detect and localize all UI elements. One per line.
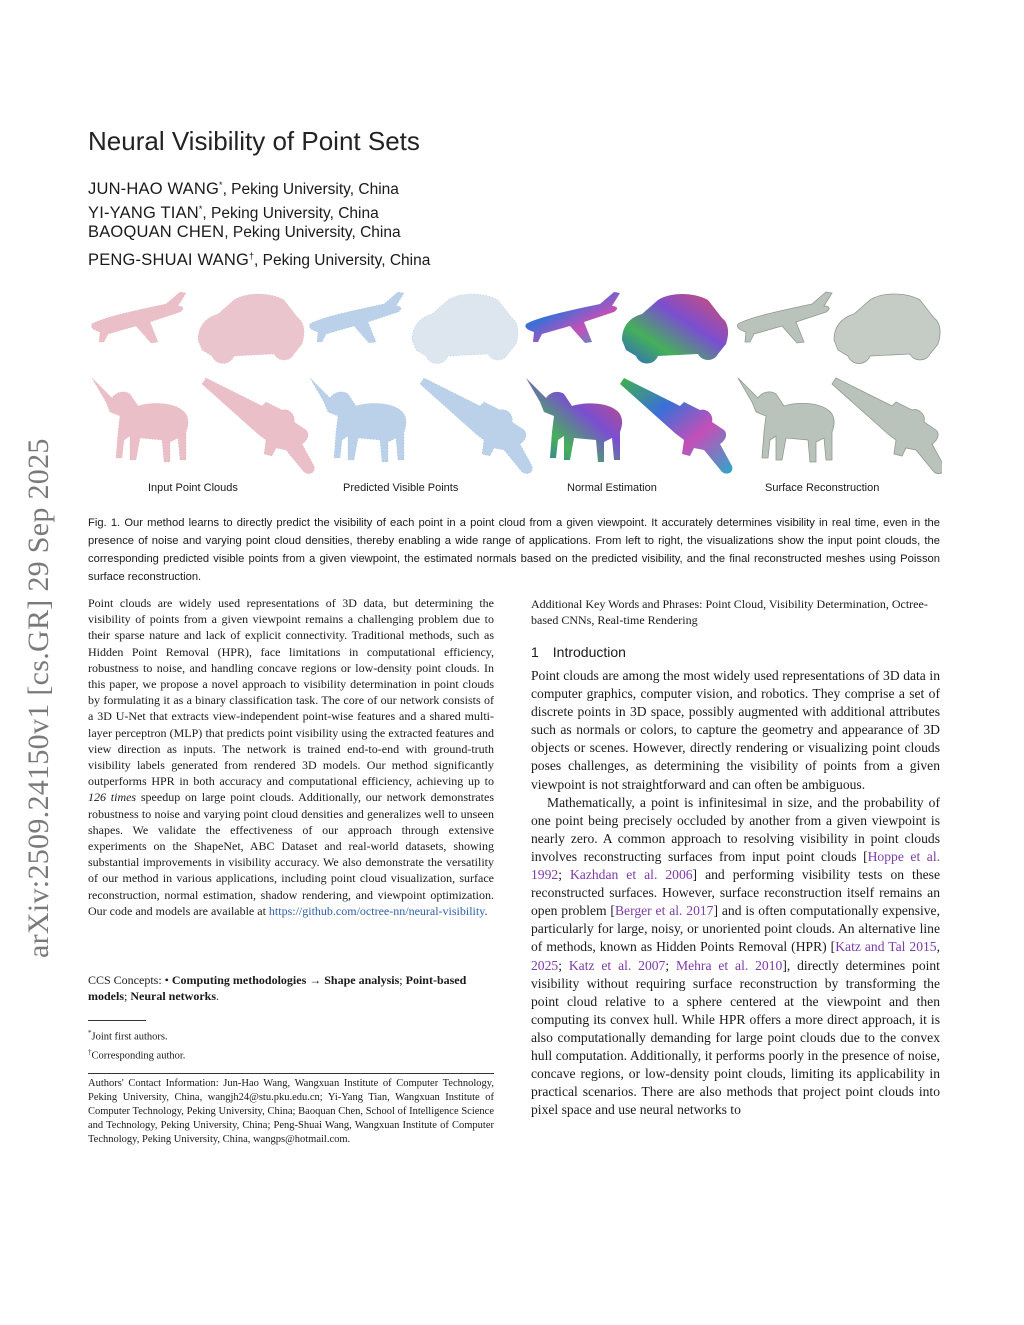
- visible-revolver: [420, 378, 532, 474]
- input-airplane: [91, 292, 186, 343]
- ccs-concepts: [88, 972, 494, 1004]
- abstract-text: Point clouds are widely used representations of 3D data, but determining the visibility of points from a given viewpoint remains a challenging problem due to their sparse nature and lack of explicit connectivity. Traditional methods, such as Hidden Point Removal (HPR), face limitations in computational efficiency, robustness to noise, and handling concave regions or low-density point clouds. In this paper, we propose a novel approach to visibility determination in point clouds by formulating it as a binary classification task. The core of our network consists of a 3D U-Net that extracts view-independent point-wise features and a shared multi-layer perceptron (MLP) that predicts point visibility using the extracted features and view direction as inputs. The network is trained end-to-end with ground-truth visibility labels generated from rendered 3D models. Our method significantly outperforms HPR in both accuracy and computational efficiency, achieving up to: [88, 596, 494, 789]
- mesh-car: [834, 294, 940, 364]
- author-affiliation: , Peking University, China: [224, 224, 401, 241]
- label-input: Input Point Clouds: [148, 482, 238, 494]
- citation-link[interactable]: Hoppe et al. 1992: [531, 848, 940, 883]
- intro-paragraph: [531, 794, 940, 1120]
- abstract-speedup: 126 times: [88, 790, 137, 805]
- citation-link[interactable]: Kazhdan et al. 2006: [569, 867, 693, 883]
- citation-sep: ;: [558, 867, 570, 883]
- citation-link[interactable]: Mehra et al. 2010: [676, 957, 783, 973]
- footnote-text: Corresponding author.: [91, 1050, 186, 1062]
- mesh-revolver: [832, 378, 942, 474]
- keywords: Additional Key Words and Phrases: Point Cloud, Visibility Determination, Octree-based CNNs, Real-time Rendering: [531, 597, 928, 628]
- footnotes: [88, 1026, 494, 1064]
- citation-link[interactable]: Berger et al. 2017: [614, 903, 714, 919]
- footnote-mark: *: [88, 1029, 92, 1037]
- ccs-concept: Shape analysis: [324, 973, 400, 987]
- intro-text: ] and is often computationally expensive, particularly for large, noisy, or unoriented point clouds. An alternative line of methods, known as Hidden Points Removal (HPR) [: [531, 903, 940, 955]
- citation-link[interactable]: 2025: [531, 957, 559, 973]
- input-car: [198, 294, 304, 364]
- author-mark: †: [248, 250, 254, 261]
- author-line: [88, 198, 430, 222]
- footnote-corresponding: [88, 1045, 494, 1064]
- intro-paragraph: Point clouds are among the most widely used representations of 3D data in computer graphics, computer vision, and robotics. They comprise a set of discrete points in 3D space, possibly augmented with additional attributes such as normals or colors, to capture the geometry and appearance of 3D objects or scenes. However, directly rendering or visualizing point clouds poses challenges, as determining the visibility of points from a given viewpoint is not straightforward and can often be ambiguous.: [531, 668, 940, 792]
- introduction-body: [531, 667, 940, 1119]
- figure-labels: [86, 482, 942, 500]
- contact-rule: [88, 1073, 494, 1074]
- paper-title: Neural Visibility of Point Sets: [88, 126, 420, 156]
- label-normal: Normal Estimation: [567, 482, 657, 494]
- citation-sep: ,: [936, 939, 941, 955]
- normal-car: [622, 294, 728, 364]
- intro-text: ], directly determines point visibility without requiring surface reconstruction by transforming the point cloud relative to a sphere centered at the viewpoint and then computing its convex hull. While HPR offers a more direct approach, it is also computationally demanding for large point clouds due to the convex hull computation. Additionally, it performs poorly in the presence of noise, concave regions, or low-density point clouds, limiting its applicability in practical scenarios. There are also methods that project point clouds into pixel space and use neural networks to: [531, 957, 940, 1118]
- author-name: JUN-HAO WANG: [88, 180, 220, 199]
- contact-information: Authors' Contact Information: Jun-Hao Wang, Wangxuan Institute of Computer Technology, Peking University, China, wangjh24@stu.pku.edu.cn; Yi-Yang Tian, Wangxuan Institute of Computer Technology, Peking University, China; Baoquan Chen, School of Intelligence Science and Technology, Peking University, China; Peng-Shuai Wang, Wangxuan Institute of Computer Technology, Peking University, China, wangps@hotmail.com.: [88, 1078, 494, 1145]
- author-line: [88, 221, 430, 245]
- intro-text: ] and performing visibility tests on these reconstructed surfaces. However, surface reconstruction itself remains an open problem [: [531, 867, 940, 919]
- mesh-unicorn: [738, 378, 834, 462]
- input-unicorn: [92, 378, 188, 462]
- visible-car: [412, 294, 518, 364]
- label-surface: Surface Reconstruction: [765, 482, 880, 494]
- teaser-figure: [86, 282, 942, 482]
- normal-revolver: [620, 378, 732, 474]
- intro-text: Mathematically, a point is infinitesimal in size, and the probability of one point being precisely occluded by another from a given viewpoint is nearly zero. A common approach to resolving visibility in point clouds involves reconstructing surfaces from input point clouds [: [531, 794, 940, 864]
- ccs-concept: Computing methodologies: [171, 973, 307, 987]
- ccs-end: .: [216, 989, 220, 1004]
- footnote-mark: †: [88, 1048, 92, 1056]
- ccs-concept: Neural networks: [130, 989, 217, 1004]
- input-revolver: [202, 378, 314, 474]
- footnote-joint: [88, 1026, 494, 1045]
- author-line: [88, 245, 430, 269]
- footnote-rule: [88, 1020, 146, 1021]
- ccs-concept: Point-based models: [88, 973, 467, 1004]
- footnote-text: Joint first authors.: [91, 1031, 168, 1043]
- visible-airplane: [309, 292, 404, 343]
- section-heading: [531, 644, 626, 660]
- abstract: [88, 595, 494, 919]
- normal-airplane: [525, 292, 620, 343]
- author-name: PENG-SHUAI WANG: [88, 250, 249, 269]
- label-visible: Predicted Visible Points: [343, 482, 459, 494]
- citation-link[interactable]: Katz and Tal 2015: [835, 939, 937, 955]
- ccs-sep: ;: [399, 973, 406, 987]
- abstract-text: speedup on large point clouds. Additionally, our network demonstrates robustness to noise and varying point cloud densities and generalizes well to unseen shapes. We validate the effectiveness of our approach through extensive experiments on the ShapeNet, ABC Dataset and real-world datasets, showing substantial improvements in visibility accuracy. We also demonstrate the versatility of our method in various applications, including point cloud visualization, surface reconstruction, normal estimation, shadow rendering, and viewpoint optimization. Our code and models are available at: [88, 790, 494, 918]
- ccs-prefix: CCS Concepts: •: [88, 973, 172, 987]
- abstract-end: .: [484, 903, 488, 918]
- citation-link[interactable]: Katz et al. 2007: [568, 957, 666, 973]
- author-affiliation: , Peking University, China: [222, 181, 399, 199]
- visible-unicorn: [310, 378, 406, 462]
- ccs-sep: ;: [124, 989, 131, 1004]
- ccs-arrow: →: [306, 973, 325, 987]
- author-affiliation: , Peking University, China: [254, 251, 431, 269]
- author-line: [88, 174, 430, 198]
- citation-sep: ;: [558, 957, 569, 973]
- normal-unicorn: [526, 378, 622, 462]
- author-affiliation: , Peking University, China: [202, 204, 379, 222]
- author-list: [88, 174, 430, 268]
- section-number: 1: [531, 644, 539, 660]
- author-name: BAOQUAN CHEN: [88, 223, 225, 241]
- author-mark: *: [219, 180, 223, 190]
- citation-sep: ;: [665, 957, 676, 973]
- section-title: Introduction: [552, 644, 626, 660]
- author-mark: *: [198, 203, 203, 214]
- code-link[interactable]: https://github.com/octree-nn/neural-visibility: [268, 903, 485, 918]
- arxiv-identifier: arXiv:2509.24150v1 [cs.GR] 29 Sep 2025: [22, 438, 55, 958]
- author-name: YI-YANG TIAN: [88, 203, 199, 222]
- mesh-airplane: [737, 292, 832, 343]
- figure-caption: Fig. 1. Our method learns to directly predict the visibility of each point in a point cloud from a given viewpoint. It accurately determines visibility in real time, even in the presence of noise and varying point cloud densities, thereby enabling a wide range of applications. From left to right, the visualizations show the input point clouds, the corresponding predicted visible points from a given viewpoint, the estimated normals based on the predicted visibility, and the final reconstructed meshes using Poisson surface reconstruction.: [88, 517, 940, 583]
